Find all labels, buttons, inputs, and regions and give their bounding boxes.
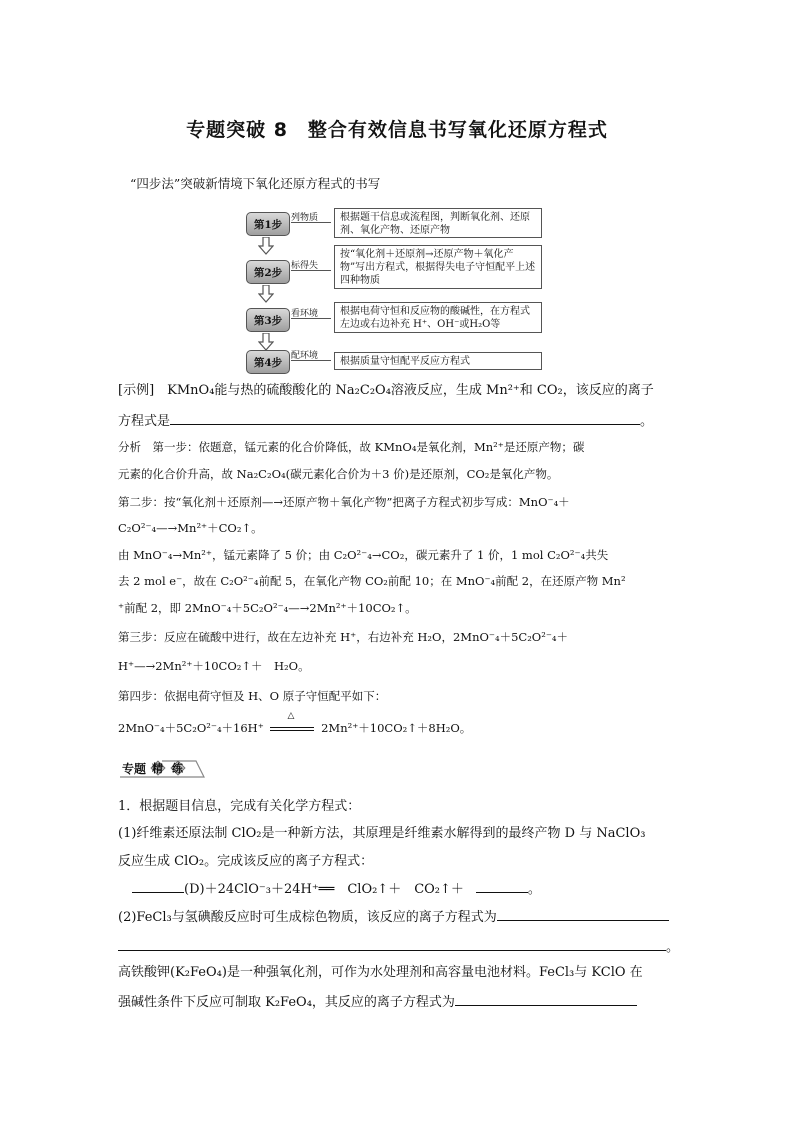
answer-blank[interactable] bbox=[476, 878, 528, 893]
badge-label-b: 精 bbox=[152, 762, 163, 775]
badge-label-c: 练 bbox=[172, 762, 183, 775]
question-1-part-2: (2)FeCl₃与氢碘酸反应时可生成棕色物质，该反应的离子方程式为 bbox=[118, 906, 683, 928]
step-4-label: 第4步 bbox=[246, 350, 290, 374]
question-1-part-2b: 。 bbox=[118, 936, 683, 958]
analysis-line: 分析 第一步：依题意，锰元素的化合价降低，故 KMnO₄是氧化剂，Mn²⁺是还原产物；碳 bbox=[118, 440, 585, 454]
analysis-line: 第三步：反应在硫酸中进行，故在左边补充 H⁺，右边补充 H₂O，2MnO⁻₄＋5C₂O²⁻₄＋ bbox=[118, 630, 569, 644]
step-2-tag: 标得失 bbox=[291, 261, 319, 271]
equation-arrow bbox=[267, 711, 317, 738]
step-2-label: 第2步 bbox=[246, 260, 290, 284]
answer-blank[interactable] bbox=[118, 936, 666, 951]
analysis-line: C₂O²⁻₄—→Mn²⁺＋CO₂↑。 bbox=[118, 521, 263, 535]
connector-line bbox=[291, 318, 331, 319]
example-line-2: 方程式是 。 bbox=[118, 410, 683, 432]
analysis-line: 由 MnO⁻₄→Mn²⁺，锰元素降了 5 价；由 C₂O²⁻₄→CO₂，碳元素升了 1 价，1 mol C₂O²⁻₄共失 bbox=[118, 548, 609, 562]
equation-right: 2Mn²⁺＋10CO₂↑＋8H₂O。 bbox=[321, 721, 472, 735]
badge-label-a: 专题 bbox=[122, 762, 147, 776]
step-4-tag: 配环境 bbox=[291, 351, 319, 361]
heat-symbol: △ bbox=[287, 711, 295, 721]
question-1-part-3b: 强碱性条件下反应可制取 K₂FeO₄，其反应的离子方程式为 bbox=[118, 991, 683, 1013]
example-prompt: 方程式是 bbox=[118, 414, 171, 429]
question-1-part-1b: 反应生成 ClO₂。完成该反应的离子方程式： bbox=[118, 854, 374, 869]
question-1-head: 1．根据题目信息，完成有关化学方程式： bbox=[118, 799, 361, 814]
analysis-line: ⁺前配 2，即 2MnO⁻₄＋5C₂O²⁻₄—→2Mn²⁺＋10CO₂↑。 bbox=[118, 601, 417, 615]
step-3-tag: 看环境 bbox=[291, 309, 319, 319]
equation-left: 2MnO⁻₄＋5C₂O²⁻₄＋16H⁺ bbox=[118, 721, 264, 735]
step-1-tag: 列物质 bbox=[291, 213, 319, 223]
four-step-flowchart bbox=[246, 207, 546, 372]
down-arrow-icon bbox=[258, 333, 274, 351]
section-subtitle: “四步法”突破新情境下氧化还原方程式的书写 bbox=[130, 176, 381, 191]
question-1-part-3: 高铁酸钾(K₂FeO₄)是一种强氧化剂，可作为水处理剂和高容量电池材料。FeCl₃与 KClO 在 bbox=[118, 965, 643, 980]
answer-blank[interactable] bbox=[132, 878, 184, 893]
analysis-line: H⁺—→2Mn²⁺＋10CO₂↑＋ H₂O。 bbox=[118, 659, 310, 673]
connector-line bbox=[291, 360, 331, 361]
step-3-box: 根据电荷守恒和反应物的酸碱性，在方程式左边或右边补充 H⁺、OH⁻或H₂O等 bbox=[334, 302, 542, 333]
connector-line bbox=[291, 222, 331, 223]
down-arrow-icon bbox=[258, 285, 274, 303]
analysis-line: 第四步：依据电荷守恒及 H、O 原子守恒配平如下： bbox=[118, 689, 387, 703]
question-1-part-1: (1)纤维素还原法制 ClO₂是一种新方法，其原理是纤维素水解得到的最终产物 D 与 NaClO₃ bbox=[118, 826, 646, 841]
example-line-1: [示例] KMnO₄能与热的硫酸酸化的 Na₂C₂O₄溶液反应，生成 Mn²⁺和 CO₂，该反应的离子 bbox=[118, 383, 654, 398]
step-3-label: 第3步 bbox=[246, 308, 290, 332]
step-2-box: 按“氧化剂＋还原剂→还原产物＋氧化产物”写出方程式，根据得失电子守恒配平上述四种物质 bbox=[334, 245, 542, 289]
page-title: 专题突破 8 整合有效信息书写氧化还原方程式 bbox=[186, 119, 608, 141]
down-arrow-icon bbox=[258, 237, 274, 255]
connector-line bbox=[291, 270, 331, 271]
step-1-label: 第1步 bbox=[246, 212, 290, 236]
final-equation bbox=[118, 711, 683, 738]
analysis-line: 第二步：按“氧化剂＋还原剂—→还原产物＋氧化产物”把离子方程式初步写成：MnO⁻₄＋ bbox=[118, 495, 570, 509]
analysis-line: 去 2 mol e⁻，故在 C₂O²⁻₄前配 5，在氧化产物 CO₂前配 10；在 MnO⁻₄前配 2，在还原产物 Mn² bbox=[118, 574, 626, 588]
question-1-equation: (D)＋24ClO⁻₃＋24H⁺══ ClO₂↑＋ CO₂↑＋ 。 bbox=[118, 878, 683, 900]
step-1-box: 根据题干信息或流程图，判断氧化剂、还原剂、氧化产物、还原产物 bbox=[334, 208, 542, 238]
answer-blank[interactable] bbox=[497, 906, 669, 921]
analysis-line: 元素的化合价升高，故 Na₂C₂O₄(碳元素化合价为＋3 价)是还原剂，CO₂是氧化产物。 bbox=[118, 467, 559, 481]
answer-blank[interactable] bbox=[455, 991, 637, 1006]
answer-blank[interactable] bbox=[170, 410, 640, 425]
step-4-box: 根据质量守恒配平反应方程式 bbox=[334, 352, 542, 370]
